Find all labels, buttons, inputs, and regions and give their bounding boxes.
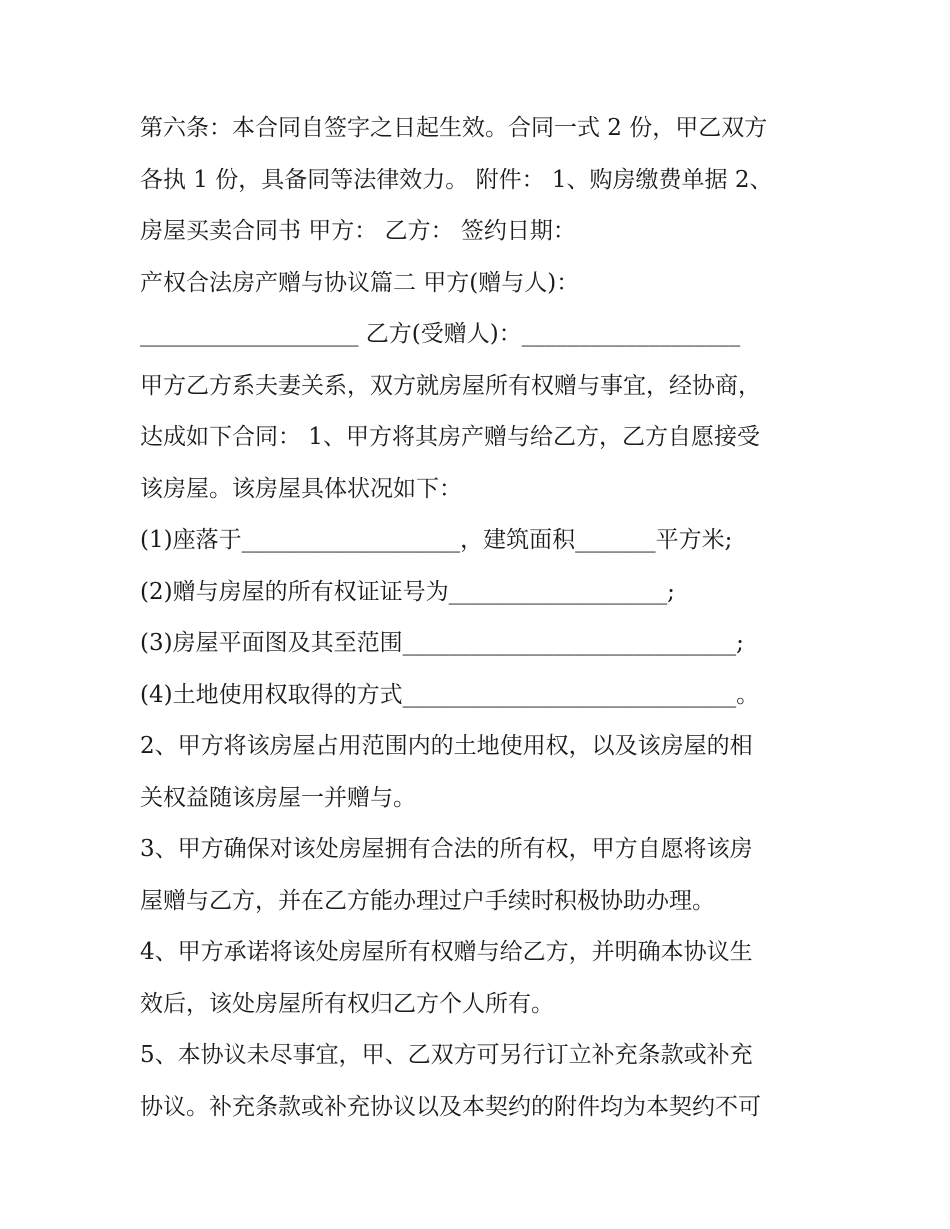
text-line: 协议。补充条款或补充协议以及本契约的附件均为本契约不可 xyxy=(140,1093,761,1120)
section-heading-line: 产权合法房产赠与协议篇二 甲方(赠与人)： xyxy=(140,269,580,296)
text-line: 甲方乙方系夫妻关系，双方就房屋所有权赠与事宜，经协商， xyxy=(140,372,761,399)
text-line: 房屋买卖合同书 甲方： 乙方： 签约日期： xyxy=(140,218,576,244)
text-line: 屋赠与乙方，并在乙方能办理过户手续时积极协助办理。 xyxy=(140,887,715,914)
party-blank-line: ___________________ 乙方(受赠人)：___________________ xyxy=(140,321,741,347)
document-body xyxy=(140,103,820,1133)
text-line: 关权益随该房屋一并赠与。 xyxy=(140,784,416,811)
text-line: 4、甲方承诺将该处房屋所有权赠与给乙方，并明确本协议生 xyxy=(140,939,753,965)
text-line: 3、甲方确保对该处房屋拥有合法的所有权，甲方自愿将该房 xyxy=(140,836,753,862)
text-line: 各执 1 份，具备同等法律效力。 附件： 1、购房缴费单据 2、 xyxy=(140,166,773,193)
clause-item-line: (1)座落于___________________，建筑面积_______平方米; xyxy=(140,527,733,553)
text-line: 达成如下合同： 1、甲方将其房产赠与给乙方，乙方自愿接受 xyxy=(140,424,760,450)
text-line: 2、甲方将该房屋占用范围内的土地使用权，以及该房屋的相 xyxy=(140,733,753,759)
text-line: 效后，该处房屋所有权归乙方个人所有。 xyxy=(140,990,554,1017)
text-line: 该房屋。该房屋具体状况如下： xyxy=(140,475,462,502)
text-line: 5、本协议未尽事宜，甲、乙双方可另行订立补充条款或补充 xyxy=(140,1042,753,1068)
clause-item-line: (4)土地使用权取得的方式_____________________________。 xyxy=(140,681,760,708)
clause-item-line: (3)房屋平面图及其至范围_____________________________; xyxy=(140,630,744,656)
clause-item-line: (2)赠与房屋的所有权证证号为___________________; xyxy=(140,578,675,605)
text-line: 第六条：本合同自签字之日起生效。合同一式 2 份，甲乙双方 xyxy=(140,115,768,141)
